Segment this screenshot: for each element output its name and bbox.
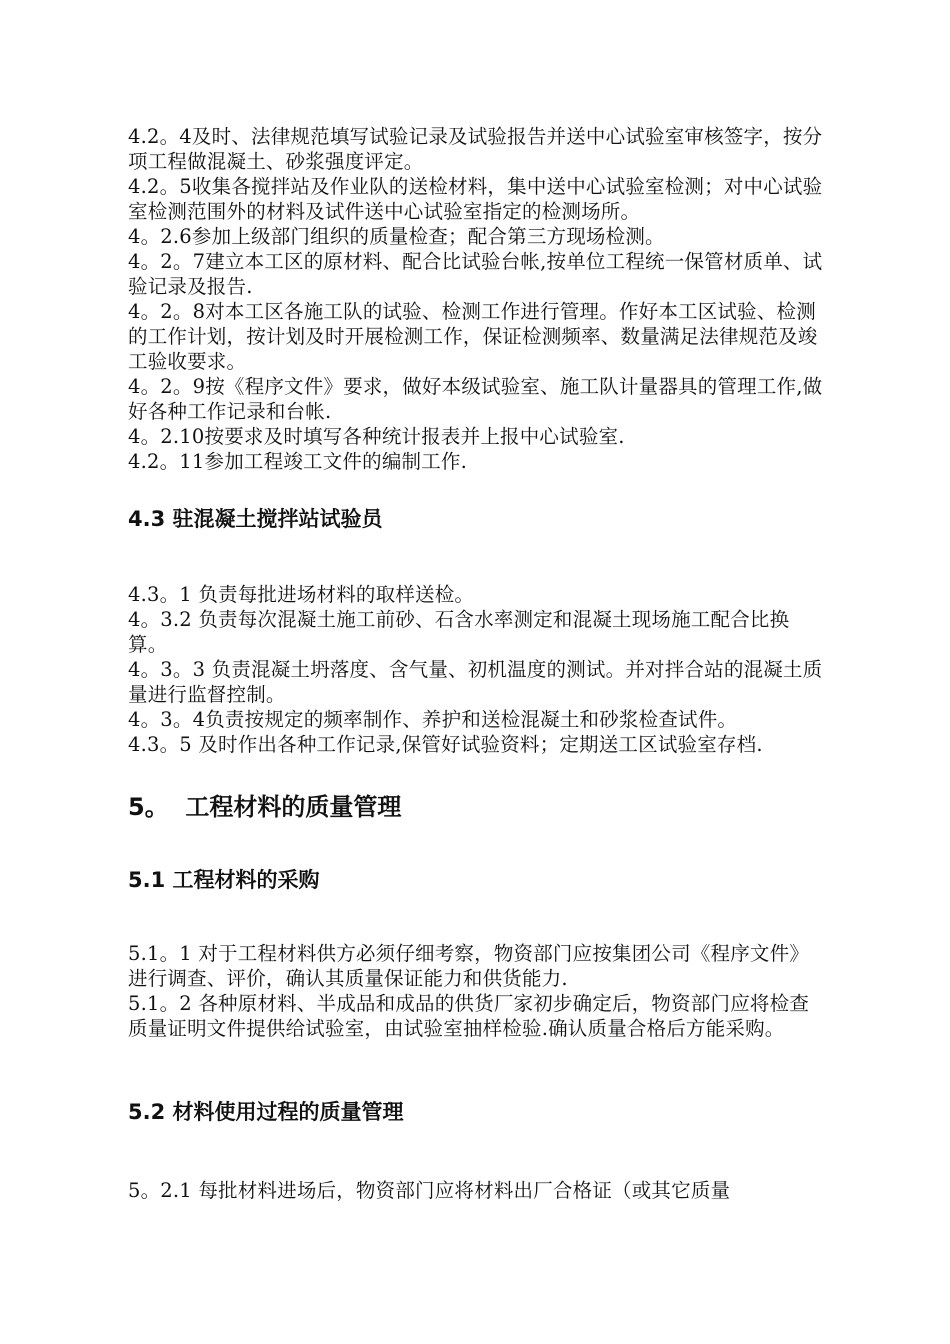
paragraph-4-3-1: 4.3。1 负责每批进场材料的取样送检。 [128,583,475,606]
paragraph-4-2-5: 4.2。5收集各搅拌站及作业队的送检材料，集中送中心试验室检测；对中心试验室检测范围外的材料及试件送中心试验室指定的检测场所。 [128,175,823,223]
heading-5-1: 5.1 工程材料的采购 [128,868,320,892]
heading-5-2: 5.2 材料使用过程的质量管理 [128,1100,404,1124]
paragraph-4-2-10: 4。2.10按要求及时填写各种统计报表并上报中心试验室. [128,425,625,448]
paragraph-4-3-3: 4。3。3 负责混凝土坍落度、含气量、初机温度的测试。并对拌合站的混凝土质量进行监督控制。 [128,658,823,706]
paragraph-4-3-5: 4.3。5 及时作出各种工作记录,保管好试验资料；定期送工区试验室存档. [128,733,763,756]
paragraph-4-2-7: 4。2。7建立本工区的原材料、配合比试验台帐,按单位工程统一保管材质单、试验记录及报告. [128,250,823,298]
paragraph-4-3-2: 4。3.2 负责每次混凝土施工前砂、石含水率测定和混凝土现场施工配合比换算。 [128,608,790,656]
paragraph-5-1-1: 5.1。1 对于工程材料供方必须仔细考察，物资部门应按集团公司《程序文件》进行调查、评价，确认其质量保证能力和供货能力. [128,942,810,990]
heading-4-3: 4.3 驻混凝土搅拌站试验员 [128,507,383,531]
paragraph-4-2-11: 4.2。11参加工程竣工文件的编制工作. [128,450,468,473]
paragraph-4-3-4: 4。3。4负责按规定的频率制作、养护和送检混凝土和砂浆检查试件。 [128,708,738,731]
paragraph-4-2-4: 4.2。4及时、法律规范填写试验记录及试验报告并送中心试验室审核签字，按分项工程做混凝土、砂浆强度评定。 [128,125,823,173]
paragraph-5-2-1: 5。2.1 每批材料进场后，物资部门应将材料出厂合格证（或其它质量 [128,1179,731,1202]
paragraph-5-1-2: 5.1。2 各种原材料、半成品和成品的供货厂家初步确定后，物资部门应将检查质量证明文件提供给试验室，由试验室抽样检验.确认质量合格后方能采购。 [128,992,810,1040]
paragraph-4-2-9: 4。2。9按《程序文件》要求，做好本级试验室、施工队计量器具的管理工作,做好各种工作记录和台帐. [128,375,823,423]
paragraph-4-2-8: 4。2。8对本工区各施工队的试验、检测工作进行管理。作好本工区试验、检测的工作计划，按计划及时开展检测工作，保证检测频率、数量满足法律规范及竣工验收要求。 [128,300,818,373]
paragraph-4-2-6: 4。2.6参加上级部门组织的质量检查；配合第三方现场检测。 [128,225,665,248]
heading-5: 5。 工程材料的质量管理 [128,793,402,821]
